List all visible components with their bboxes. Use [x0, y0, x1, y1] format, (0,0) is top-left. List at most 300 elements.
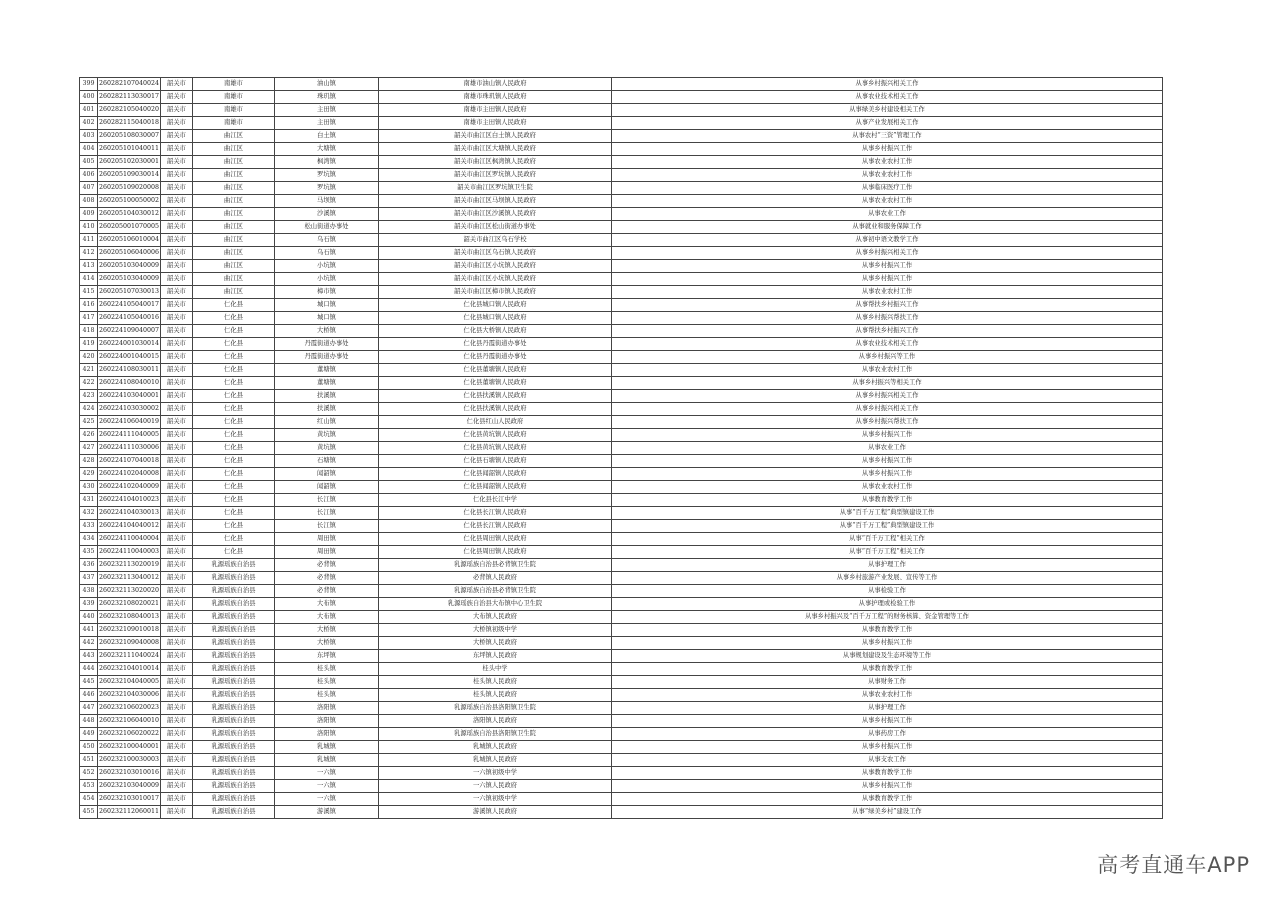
cell-job-description: 从事教育教学工作: [612, 624, 1163, 637]
cell-position-code: 260232100040001: [98, 741, 161, 754]
cell-city: 韶关市: [161, 572, 193, 585]
cell-index: 405: [80, 156, 98, 169]
cell-town: 洛阳镇: [275, 702, 379, 715]
cell-index: 445: [80, 676, 98, 689]
cell-index: 444: [80, 663, 98, 676]
cell-employer: 韶关市曲江区白土镇人民政府: [379, 130, 612, 143]
cell-town: 珠玑镇: [275, 91, 379, 104]
cell-town: 丹霞街道办事处: [275, 351, 379, 364]
cell-town: 桂头镇: [275, 663, 379, 676]
cell-index: 452: [80, 767, 98, 780]
cell-city: 韶关市: [161, 650, 193, 663]
cell-employer: 桂头镇人民政府: [379, 676, 612, 689]
cell-employer: 韶关市曲江区小坑镇人民政府: [379, 260, 612, 273]
cell-job-description: 从事农业农村工作: [612, 364, 1163, 377]
cell-job-description: 从事乡村振兴等工作: [612, 351, 1163, 364]
table-row: [80, 286, 1163, 299]
table-row: [80, 559, 1163, 572]
table-row: [80, 637, 1163, 650]
cell-job-description: 从事乡村振兴工作: [612, 637, 1163, 650]
cell-city: 韶关市: [161, 637, 193, 650]
cell-county: 仁化县: [193, 377, 275, 390]
cell-city: 韶关市: [161, 546, 193, 559]
cell-county: 仁化县: [193, 390, 275, 403]
cell-position-code: 260232103010017: [98, 793, 161, 806]
cell-town: 一六镇: [275, 793, 379, 806]
cell-city: 韶关市: [161, 169, 193, 182]
cell-position-code: 260224104040012: [98, 520, 161, 533]
cell-job-description: 从事“百千万工程”相关工作: [612, 533, 1163, 546]
cell-city: 韶关市: [161, 182, 193, 195]
cell-county: 曲江区: [193, 273, 275, 286]
cell-city: 韶关市: [161, 468, 193, 481]
cell-employer: 南雄市油山镇人民政府: [379, 78, 612, 91]
cell-county: 乳源瑶族自治县: [193, 702, 275, 715]
cell-town: 大塘镇: [275, 143, 379, 156]
cell-county: 曲江区: [193, 130, 275, 143]
cell-city: 韶关市: [161, 338, 193, 351]
table-row: [80, 78, 1163, 91]
table-row: [80, 338, 1163, 351]
cell-town: 长江镇: [275, 507, 379, 520]
cell-town: 必背镇: [275, 572, 379, 585]
cell-position-code: 260205106040006: [98, 247, 161, 260]
table-row: [80, 806, 1163, 819]
cell-job-description: 从事规划建设及生态环境等工作: [612, 650, 1163, 663]
cell-city: 韶关市: [161, 117, 193, 130]
cell-county: 南雄市: [193, 117, 275, 130]
cell-county: 仁化县: [193, 546, 275, 559]
table-row: [80, 624, 1163, 637]
cell-town: 大布镇: [275, 598, 379, 611]
cell-position-code: 260224106040019: [98, 416, 161, 429]
cell-index: 418: [80, 325, 98, 338]
cell-town: 董塘镇: [275, 364, 379, 377]
cell-town: 城口镇: [275, 299, 379, 312]
cell-city: 韶关市: [161, 299, 193, 312]
cell-employer: 大布镇人民政府: [379, 611, 612, 624]
cell-index: 434: [80, 533, 98, 546]
cell-county: 乳源瑶族自治县: [193, 780, 275, 793]
cell-city: 韶关市: [161, 130, 193, 143]
table-row: [80, 377, 1163, 390]
cell-position-code: 260232113040012: [98, 572, 161, 585]
table-row: [80, 325, 1163, 338]
table-row: [80, 572, 1163, 585]
table-row: [80, 260, 1163, 273]
cell-employer: 仁化县周田镇人民政府: [379, 533, 612, 546]
cell-city: 韶关市: [161, 676, 193, 689]
cell-town: 马坝镇: [275, 195, 379, 208]
cell-position-code: 260232106020022: [98, 728, 161, 741]
cell-town: 乳城镇: [275, 741, 379, 754]
cell-town: 乌石镇: [275, 234, 379, 247]
cell-city: 韶关市: [161, 793, 193, 806]
cell-city: 韶关市: [161, 598, 193, 611]
cell-position-code: 260232104030006: [98, 689, 161, 702]
cell-index: 426: [80, 429, 98, 442]
table-row: [80, 117, 1163, 130]
cell-job-description: 从事乡村振兴工作: [612, 468, 1163, 481]
cell-index: 402: [80, 117, 98, 130]
cell-county: 乳源瑶族自治县: [193, 650, 275, 663]
table-row: [80, 364, 1163, 377]
cell-index: 399: [80, 78, 98, 91]
cell-index: 451: [80, 754, 98, 767]
cell-job-description: 从事初中语文教学工作: [612, 234, 1163, 247]
cell-position-code: 260205103040009: [98, 273, 161, 286]
cell-index: 412: [80, 247, 98, 260]
cell-employer: 韶关市曲江区松山街道办事处: [379, 221, 612, 234]
cell-index: 422: [80, 377, 98, 390]
cell-index: 401: [80, 104, 98, 117]
cell-index: 425: [80, 416, 98, 429]
cell-employer: 必背镇人民政府: [379, 572, 612, 585]
table-row: [80, 780, 1163, 793]
table-row: [80, 728, 1163, 741]
cell-position-code: 260232100030003: [98, 754, 161, 767]
cell-position-code: 260205109030014: [98, 169, 161, 182]
cell-index: 436: [80, 559, 98, 572]
table-body: [80, 78, 1163, 819]
table-row: [80, 143, 1163, 156]
cell-county: 乳源瑶族自治县: [193, 663, 275, 676]
table-row: [80, 611, 1163, 624]
cell-town: 油山镇: [275, 78, 379, 91]
cell-county: 南雄市: [193, 78, 275, 91]
cell-job-description: 从事教育教学工作: [612, 494, 1163, 507]
cell-job-description: 从事乡村振兴工作: [612, 741, 1163, 754]
cell-city: 韶关市: [161, 195, 193, 208]
table-row: [80, 455, 1163, 468]
cell-job-description: 从事农业技术相关工作: [612, 338, 1163, 351]
cell-employer: 乳源瑶族自治县必背镇卫生院: [379, 559, 612, 572]
cell-city: 韶关市: [161, 754, 193, 767]
cell-city: 韶关市: [161, 260, 193, 273]
cell-city: 韶关市: [161, 780, 193, 793]
cell-city: 韶关市: [161, 286, 193, 299]
cell-town: 长江镇: [275, 520, 379, 533]
cell-position-code: 260224104010023: [98, 494, 161, 507]
cell-job-description: 从事乡村振兴工作: [612, 260, 1163, 273]
cell-city: 韶关市: [161, 507, 193, 520]
cell-job-description: 从事乡村振兴相关工作: [612, 78, 1163, 91]
cell-county: 乳源瑶族自治县: [193, 637, 275, 650]
cell-town: 红山镇: [275, 416, 379, 429]
cell-town: 乌石镇: [275, 247, 379, 260]
cell-employer: 东坪镇人民政府: [379, 650, 612, 663]
cell-city: 韶关市: [161, 208, 193, 221]
cell-index: 417: [80, 312, 98, 325]
cell-job-description: 从事乡村振兴工作: [612, 143, 1163, 156]
cell-index: 442: [80, 637, 98, 650]
cell-employer: 大桥镇人民政府: [379, 637, 612, 650]
cell-job-description: 从事帮扶乡村振兴工作: [612, 299, 1163, 312]
table-row: [80, 156, 1163, 169]
cell-position-code: 260224110040003: [98, 546, 161, 559]
cell-county: 曲江区: [193, 260, 275, 273]
cell-town: 扶溪镇: [275, 403, 379, 416]
cell-index: 410: [80, 221, 98, 234]
cell-position-code: 260224108030011: [98, 364, 161, 377]
cell-employer: 韶关市曲江区小坑镇人民政府: [379, 273, 612, 286]
cell-index: 414: [80, 273, 98, 286]
cell-county: 乳源瑶族自治县: [193, 728, 275, 741]
table-row: [80, 468, 1163, 481]
cell-county: 南雄市: [193, 104, 275, 117]
cell-job-description: 从事检验工作: [612, 585, 1163, 598]
cell-employer: 乳源瑶族自治县洛阳镇卫生院: [379, 702, 612, 715]
cell-employer: 乳源瑶族自治县大布镇中心卫生院: [379, 598, 612, 611]
cell-job-description: 从事农业技术相关工作: [612, 91, 1163, 104]
cell-county: 乳源瑶族自治县: [193, 689, 275, 702]
cell-county: 曲江区: [193, 208, 275, 221]
cell-position-code: 260224105040017: [98, 299, 161, 312]
cell-job-description: 从事农业工作: [612, 442, 1163, 455]
cell-index: 454: [80, 793, 98, 806]
cell-town: 周田镇: [275, 546, 379, 559]
cell-town: 白土镇: [275, 130, 379, 143]
cell-position-code: 260232108040013: [98, 611, 161, 624]
cell-index: 404: [80, 143, 98, 156]
table-row: [80, 650, 1163, 663]
cell-index: 441: [80, 624, 98, 637]
cell-position-code: 260205107030013: [98, 286, 161, 299]
cell-employer: 仁化县黄坑镇人民政府: [379, 429, 612, 442]
cell-index: 415: [80, 286, 98, 299]
cell-county: 曲江区: [193, 286, 275, 299]
table-row: [80, 767, 1163, 780]
cell-position-code: 260232104040005: [98, 676, 161, 689]
cell-town: 必背镇: [275, 585, 379, 598]
cell-job-description: 从事“百千万工程”典型镇建设工作: [612, 507, 1163, 520]
cell-county: 乳源瑶族自治县: [193, 741, 275, 754]
cell-employer: 仁化县城口镇人民政府: [379, 299, 612, 312]
cell-town: 城口镇: [275, 312, 379, 325]
cell-position-code: 260232113020019: [98, 559, 161, 572]
cell-town: 枫湾镇: [275, 156, 379, 169]
table-row: [80, 507, 1163, 520]
cell-employer: 仁化县长江中学: [379, 494, 612, 507]
cell-town: 一六镇: [275, 767, 379, 780]
cell-city: 韶关市: [161, 494, 193, 507]
cell-county: 曲江区: [193, 169, 275, 182]
cell-city: 韶关市: [161, 689, 193, 702]
cell-city: 韶关市: [161, 156, 193, 169]
cell-position-code: 260224108040010: [98, 377, 161, 390]
cell-city: 韶关市: [161, 273, 193, 286]
table-row: [80, 247, 1163, 260]
cell-position-code: 260282113030017: [98, 91, 161, 104]
cell-city: 韶关市: [161, 91, 193, 104]
cell-city: 韶关市: [161, 520, 193, 533]
cell-town: 长江镇: [275, 494, 379, 507]
cell-index: 435: [80, 546, 98, 559]
cell-index: 450: [80, 741, 98, 754]
cell-index: 406: [80, 169, 98, 182]
cell-town: 主田镇: [275, 117, 379, 130]
cell-town: 丹霞街道办事处: [275, 338, 379, 351]
job-listing-table: [79, 77, 1163, 819]
cell-index: 421: [80, 364, 98, 377]
cell-index: 413: [80, 260, 98, 273]
cell-county: 仁化县: [193, 325, 275, 338]
cell-city: 韶关市: [161, 533, 193, 546]
cell-employer: 南雄市主田镇人民政府: [379, 104, 612, 117]
cell-index: 432: [80, 507, 98, 520]
cell-position-code: 260232106040010: [98, 715, 161, 728]
table-row: [80, 208, 1163, 221]
cell-position-code: 260224105040016: [98, 312, 161, 325]
cell-position-code: 260224107040018: [98, 455, 161, 468]
cell-employer: 仁化县扶溪镇人民政府: [379, 403, 612, 416]
cell-job-description: 从事农业农村工作: [612, 286, 1163, 299]
cell-town: 松山街道办事处: [275, 221, 379, 234]
cell-employer: 韶关市曲江区枫湾镇人民政府: [379, 156, 612, 169]
table-row: [80, 715, 1163, 728]
cell-employer: 韶关市曲江区乌石镇人民政府: [379, 247, 612, 260]
table-row: [80, 481, 1163, 494]
cell-position-code: 260205101040011: [98, 143, 161, 156]
cell-employer: 韶关市曲江区大塘镇人民政府: [379, 143, 612, 156]
cell-job-description: 从事“百千万工程”相关工作: [612, 546, 1163, 559]
cell-town: 黄坑镇: [275, 442, 379, 455]
cell-job-description: 从事“绿美乡村”建设工作: [612, 806, 1163, 819]
cell-employer: 仁化县丹霞街道办事处: [379, 351, 612, 364]
cell-job-description: 从事乡村振兴帮扶工作: [612, 416, 1163, 429]
cell-town: 必背镇: [275, 559, 379, 572]
cell-city: 韶关市: [161, 143, 193, 156]
cell-job-description: 从事产业发展相关工作: [612, 117, 1163, 130]
cell-index: 428: [80, 455, 98, 468]
cell-employer: 仁化县闻韶镇人民政府: [379, 481, 612, 494]
table-row: [80, 91, 1163, 104]
cell-index: 446: [80, 689, 98, 702]
cell-position-code: 260224102040009: [98, 481, 161, 494]
cell-town: 石塘镇: [275, 455, 379, 468]
cell-county: 乳源瑶族自治县: [193, 598, 275, 611]
cell-employer: 韶关市曲江区乌石学校: [379, 234, 612, 247]
cell-county: 乳源瑶族自治县: [193, 806, 275, 819]
cell-employer: 南雄市主田镇人民政府: [379, 117, 612, 130]
cell-position-code: 260282107040024: [98, 78, 161, 91]
cell-city: 韶关市: [161, 741, 193, 754]
cell-county: 曲江区: [193, 234, 275, 247]
cell-index: 437: [80, 572, 98, 585]
cell-job-description: 从事农业农村工作: [612, 481, 1163, 494]
cell-position-code: 260205102030001: [98, 156, 161, 169]
cell-job-description: 从事农业农村工作: [612, 689, 1163, 702]
table-row: [80, 130, 1163, 143]
cell-job-description: 从事帮扶乡村振兴工作: [612, 325, 1163, 338]
cell-employer: 仁化县闻韶镇人民政府: [379, 468, 612, 481]
cell-position-code: 260232108020021: [98, 598, 161, 611]
cell-position-code: 260224001040015: [98, 351, 161, 364]
table-row: [80, 299, 1163, 312]
cell-county: 乳源瑶族自治县: [193, 754, 275, 767]
cell-job-description: 从事乡村振兴工作: [612, 429, 1163, 442]
cell-town: 乳城镇: [275, 754, 379, 767]
cell-county: 仁化县: [193, 429, 275, 442]
cell-position-code: 260232103040009: [98, 780, 161, 793]
cell-city: 韶关市: [161, 403, 193, 416]
cell-town: 一六镇: [275, 780, 379, 793]
cell-index: 429: [80, 468, 98, 481]
cell-position-code: 260205100050002: [98, 195, 161, 208]
cell-employer: 一六镇初级中学: [379, 793, 612, 806]
table-row: [80, 416, 1163, 429]
cell-employer: 一六镇人民政府: [379, 780, 612, 793]
cell-city: 韶关市: [161, 455, 193, 468]
cell-index: 423: [80, 390, 98, 403]
cell-index: 419: [80, 338, 98, 351]
cell-county: 乳源瑶族自治县: [193, 793, 275, 806]
cell-index: 453: [80, 780, 98, 793]
cell-city: 韶关市: [161, 767, 193, 780]
cell-job-description: 从事乡村振兴相关工作: [612, 247, 1163, 260]
cell-employer: 仁化县石塘镇人民政府: [379, 455, 612, 468]
table-row: [80, 585, 1163, 598]
cell-position-code: 260205103040009: [98, 260, 161, 273]
cell-town: 主田镇: [275, 104, 379, 117]
cell-county: 仁化县: [193, 442, 275, 455]
table-row: [80, 403, 1163, 416]
cell-county: 南雄市: [193, 91, 275, 104]
cell-city: 韶关市: [161, 221, 193, 234]
cell-employer: 仁化县扶溪镇人民政府: [379, 390, 612, 403]
cell-town: 洛阳镇: [275, 728, 379, 741]
cell-employer: 桂头中学: [379, 663, 612, 676]
cell-index: 400: [80, 91, 98, 104]
cell-town: 游溪镇: [275, 806, 379, 819]
cell-position-code: 260232113020020: [98, 585, 161, 598]
cell-position-code: 260232112060011: [98, 806, 161, 819]
cell-town: 沙溪镇: [275, 208, 379, 221]
cell-job-description: 从事乡村振兴帮扶工作: [612, 312, 1163, 325]
cell-county: 仁化县: [193, 403, 275, 416]
cell-job-description: 从事乡村振兴工作: [612, 273, 1163, 286]
cell-city: 韶关市: [161, 806, 193, 819]
cell-position-code: 260224103030002: [98, 403, 161, 416]
table-row: [80, 195, 1163, 208]
cell-town: 樟市镇: [275, 286, 379, 299]
table-row: [80, 533, 1163, 546]
cell-employer: 仁化县红山人民政府: [379, 416, 612, 429]
cell-county: 仁化县: [193, 494, 275, 507]
cell-city: 韶关市: [161, 585, 193, 598]
cell-job-description: 从事乡村振兴工作: [612, 780, 1163, 793]
cell-city: 韶关市: [161, 715, 193, 728]
watermark-text: 高考直通车APP: [1097, 853, 1250, 877]
table-row: [80, 689, 1163, 702]
cell-job-description: 从事临床医疗工作: [612, 182, 1163, 195]
cell-position-code: 260224104030013: [98, 507, 161, 520]
table-row: [80, 754, 1163, 767]
cell-city: 韶关市: [161, 104, 193, 117]
cell-position-code: 260205109020008: [98, 182, 161, 195]
cell-job-description: 从事乡村振兴及“百千万工程”的财务核算、资金管理等工作: [612, 611, 1163, 624]
cell-index: 447: [80, 702, 98, 715]
cell-index: 407: [80, 182, 98, 195]
cell-index: 440: [80, 611, 98, 624]
cell-job-description: 从事乡村振兴工作: [612, 455, 1163, 468]
cell-city: 韶关市: [161, 663, 193, 676]
cell-index: 448: [80, 715, 98, 728]
table-row: [80, 390, 1163, 403]
cell-county: 乳源瑶族自治县: [193, 572, 275, 585]
cell-city: 韶关市: [161, 429, 193, 442]
cell-county: 仁化县: [193, 312, 275, 325]
